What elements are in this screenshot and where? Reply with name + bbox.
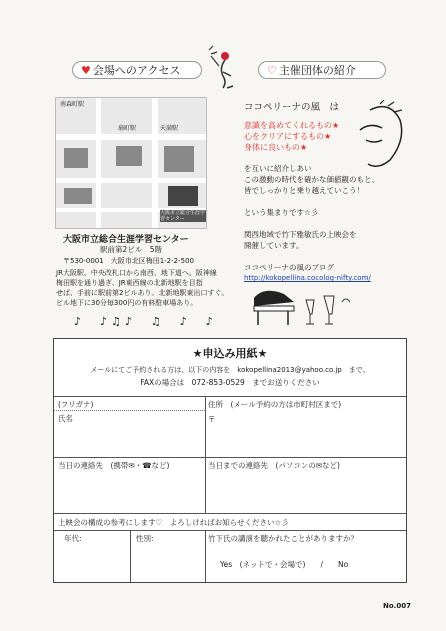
document-number: No.007 bbox=[383, 602, 411, 610]
contact-before-field[interactable] bbox=[208, 471, 404, 511]
map-building-label: 大阪市立総合生涯学習センター bbox=[160, 210, 206, 222]
organizer-title-suffix: は bbox=[329, 102, 340, 113]
form-title: ★申込み用紙★ bbox=[192, 347, 268, 360]
heart-icon: ♡ bbox=[267, 64, 277, 77]
body-line: この激動の時代を確かな価値観のもと、 bbox=[244, 175, 379, 184]
postal-mark: 〒 bbox=[208, 415, 216, 424]
directions-line: JR大阪駅、中央改札口から南西、地下道へ。阪神線 bbox=[56, 269, 217, 277]
blog-link[interactable]: http://kokopellina.cocolog-nifty.com/ bbox=[244, 274, 371, 282]
gender-label: 性別: bbox=[136, 534, 154, 543]
access-heading-box bbox=[72, 61, 202, 79]
contact-before-label: 当日までの連絡先 (パソコンの✉など) bbox=[208, 461, 340, 470]
organizer-body bbox=[244, 163, 414, 273]
access-heading: 会場へのアクセス bbox=[92, 64, 181, 77]
red-line: 身体に良いもの★ bbox=[244, 143, 308, 152]
organizer-title: ココペリーナの風 bbox=[244, 102, 321, 113]
directions-line: せば、手前に駅前第2ビルあり。北新地駅東出口すぐ。 bbox=[56, 289, 229, 297]
furigana-label: (フリガナ) bbox=[58, 400, 94, 409]
body-line bbox=[244, 251, 414, 262]
body-line: という集まりです☆彡 bbox=[244, 208, 319, 217]
question-label: 竹下氏の講演を聴かれたことがありますか？ bbox=[208, 534, 358, 543]
directions-block bbox=[56, 268, 246, 308]
gender-field[interactable] bbox=[132, 544, 202, 580]
address-field[interactable] bbox=[208, 425, 404, 457]
heart-icon: ♥ bbox=[81, 64, 91, 77]
body-line bbox=[244, 196, 414, 207]
name-field[interactable] bbox=[56, 425, 202, 457]
map-station-mid: 扇町駅 bbox=[118, 125, 137, 132]
body-line bbox=[244, 218, 414, 229]
venue-name: 大阪市立総合生涯学習センター bbox=[63, 235, 189, 245]
answer-options[interactable]: Yes (ネットで・会場で) / No bbox=[220, 560, 349, 569]
directions-line: 梅田駅を通り過ぎ、JR東西線の北新地駅を目指 bbox=[56, 279, 203, 287]
form-instruction-1: メールにてご予約される方は、以下の内容を kokopellina2013@yahoo.co.jp まで、 bbox=[90, 366, 370, 374]
map-station-right: 天満駅 bbox=[160, 125, 179, 132]
organizer-title-line bbox=[244, 99, 339, 113]
music-notes: ♪ ♪♫♪ ♫ ♪ ♪ bbox=[74, 315, 217, 328]
piano-glasses-illustration bbox=[248, 286, 358, 330]
body-line: 皆でしっかりと乗り越えていこう！ bbox=[244, 186, 364, 195]
form-instruction-2: FAXの場合は 072-853-0529 までお送りください bbox=[140, 378, 320, 387]
directions-line: ビル地下に30分毎300円の有料駐車場あり。 bbox=[56, 299, 198, 307]
red-line: 心をクリアにするもの★ bbox=[244, 132, 332, 141]
organizer-heading-box bbox=[258, 61, 386, 79]
venue-address: 〒530-0001 大阪市北区梅田1-2-2-500 bbox=[63, 257, 195, 265]
contact-day-field[interactable] bbox=[56, 471, 202, 511]
contact-day-label: 当日の連絡先 (携帯✉・☎など) bbox=[58, 461, 170, 470]
application-form bbox=[53, 338, 407, 583]
kokopelli-figure-icon bbox=[205, 42, 241, 90]
red-line: 意識を高めてくれるもの★ bbox=[244, 121, 340, 130]
body-line: 開催しています。 bbox=[244, 241, 304, 250]
organizer-red-lines bbox=[244, 120, 339, 153]
venue-floor: 駅前第2ビル 5階 bbox=[100, 245, 163, 254]
age-label: 年代: bbox=[64, 534, 82, 543]
body-line: ココペリーナの風のブログ bbox=[244, 263, 334, 272]
kokopelli-face-icon bbox=[350, 100, 410, 170]
body-line: 関西地域で竹下雅敏氏の上映会を bbox=[244, 230, 357, 239]
name-label: 氏名 bbox=[58, 414, 73, 423]
age-field[interactable] bbox=[56, 544, 128, 580]
map-station-top: 南森町駅 bbox=[60, 101, 85, 108]
survey-intro: 上映会の構成の参考にします♡ よろしければお知らせください☆彡 bbox=[58, 518, 289, 527]
organizer-heading: 主催団体の紹介 bbox=[278, 64, 356, 77]
access-map bbox=[55, 97, 207, 229]
address-label: 住所 (メール予約の方は市町村区まで) bbox=[208, 400, 342, 409]
body-line: を互いに紹介しあい bbox=[244, 164, 312, 173]
